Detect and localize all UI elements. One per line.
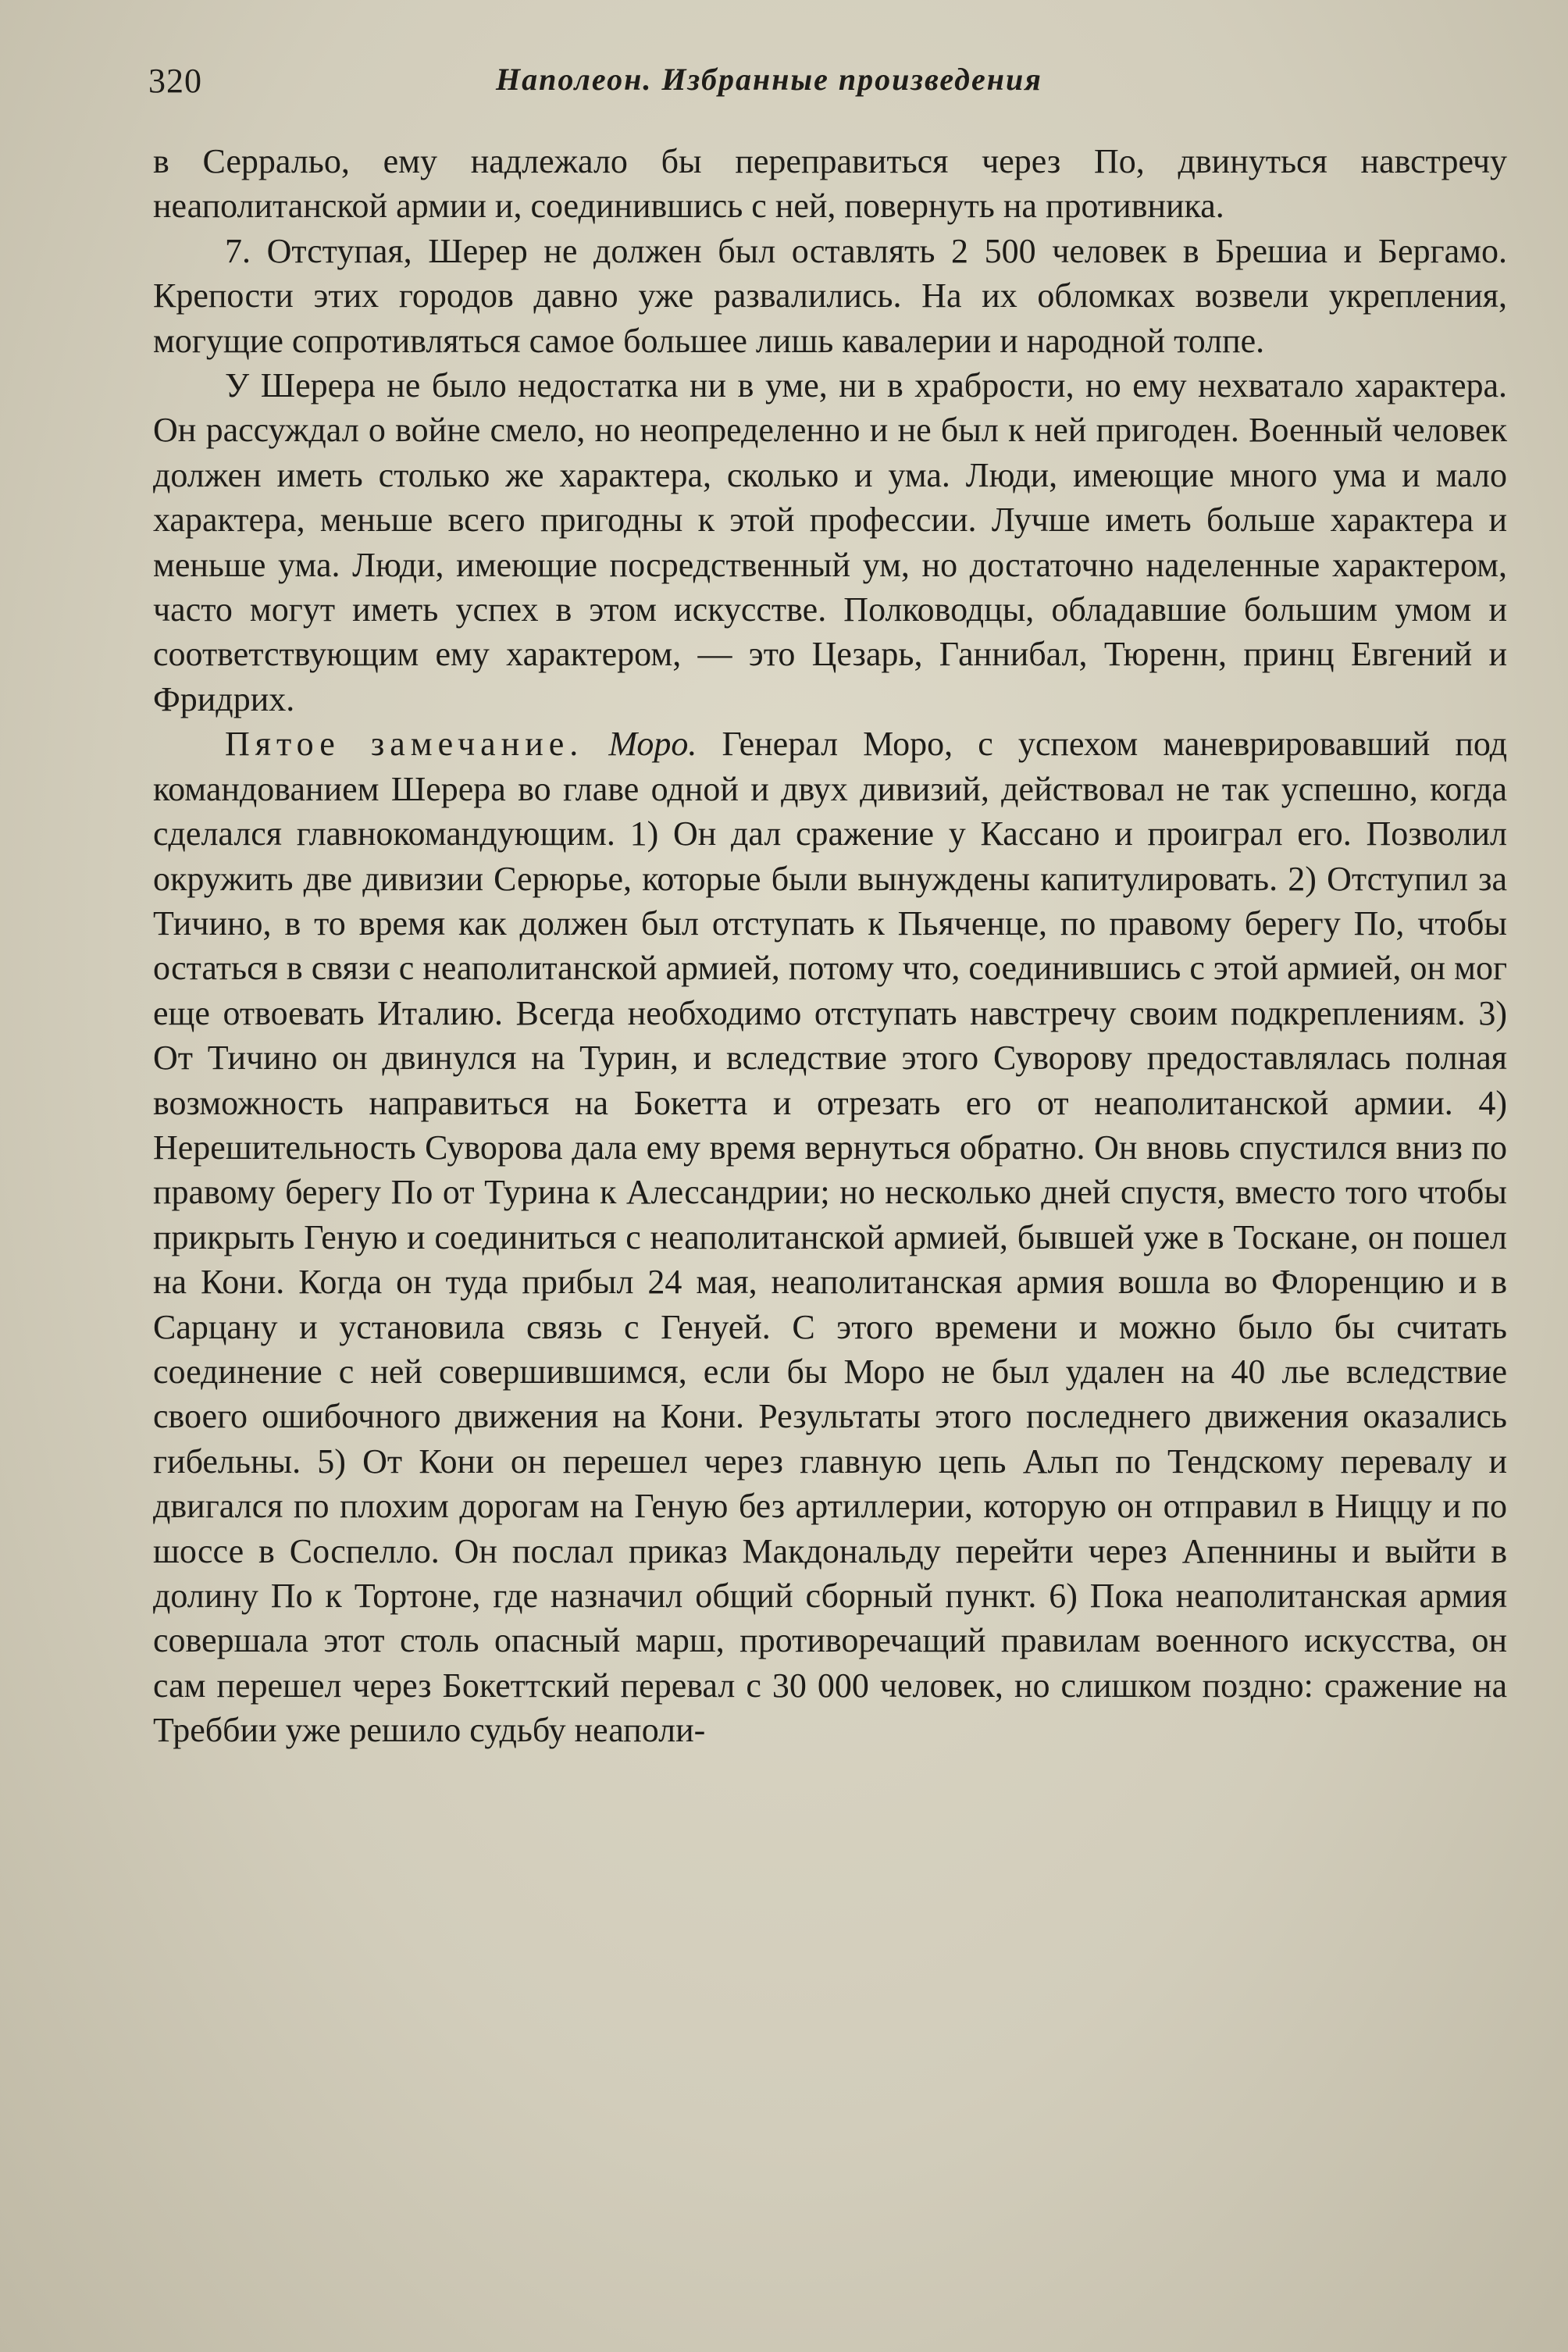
page-number: 320 <box>148 62 202 100</box>
remark-subject: Моро. <box>608 725 697 764</box>
paragraph-2: 7. Отступая, Шерер не должен был оставлять 2 500 человек в Брешиа и Бергамо. Крепости этих городов давно уже развалились. На их обломках возвели укрепления, могущие сопротивляться самое большее лишь кавалерии и народной толпе. <box>153 231 1507 360</box>
paragraph-4 <box>153 722 1507 1752</box>
running-title: Наполеон. Избранные произведения <box>496 62 1042 97</box>
page-header <box>148 61 1507 116</box>
paragraph-1: в Серральо, ему надлежало бы переправиться через По, двинуться навстречу неаполитанской армии и, соединившись с ней, повернуть на противника. <box>153 142 1507 226</box>
paragraph-3: У Шерера не было недостатка ни в уме, ни в храбрости, но ему нехватало характера. Он рассуждал о войне смело, но неопределенно и не был к ней пригоден. Военный человек должен иметь столько же характера, сколько и ума. Люди, имеющие много ума и мало характера, меньше всего пригодны к этой профессии. Лучше иметь больше характера и меньше ума. Люди, имеющие посредственный ум, но достаточно наделенные характером, часто могут иметь успех в этом искусстве. Полководцы, обладавшие большим умом и соответствующим ему характером, — это Цезарь, Ганнибал, Тюренн, принц Евгений и Фридрих. <box>153 366 1507 718</box>
remark-label: Пятое замечание. <box>225 725 584 764</box>
body-text <box>153 139 1507 1753</box>
remark-text: Генерал Моро, с успехом маневрировавший под командованием Шерера во главе одной и двух дивизий, действовал не так успешно, когда сделался главнокомандующим. 1) Он дал сражение у Кассано и проиграл его. Позволил окружить две дивизии Серюрье, которые были вынуждены капитулировать. 2) Отступил за Тичино, в то время как должен был отступать к Пьяченце, по правому берегу По, чтобы остаться в связи с неаполитанской армией, потому что, соединившись с этой армией, он мог еще отвоевать Италию. Всегда необходимо отступать навстречу своим подкреплениям. 3) От Тичино он двинулся на Турин, и вследствие этого Суворову предоставлялась полная возможность направиться на Бокетта и отрезать его от неаполитанской армии. 4) Нерешительность Суворова дала ему время вернуться обратно. Он вновь спустился вниз по правому берегу По от Турина к Алессандрии; но несколько дней спустя, вместо того чтобы прикрыть Геную и соединиться с неаполитанской армией, бывшей уже в Тоскане, он пошел на Кони. Когда он туда прибыл 24 мая, неаполитанская армия вошла во Флоренцию и в Сарцану и установила связь с Генуей. С этого времени и можно было бы считать соединение с ней совершившимся, если бы Моро не был удален на 40 лье вследствие своего ошибочного движения на Кони. Результаты этого последнего движения оказались гибельны. 5) От Кони он перешел через главную цепь Альп по Тендскому перевалу и двигался по плохим дорогам на Геную без артиллерии, которую он отправил в Ниццу и по шоссе в Соспелло. Он послал приказ Макдональду перейти через Апеннины и выйти в долину По к Тортоне, где назначил общий сборный пункт. 6) Пока неаполитанская армия совершала этот столь опасный марш, противоречащий правилам военного искусства, он сам перешел через Бокеттский перевал с 30 000 человек, но слишком поздно: сражение на Треббии уже решило судьбу неаполи- <box>153 725 1508 1750</box>
